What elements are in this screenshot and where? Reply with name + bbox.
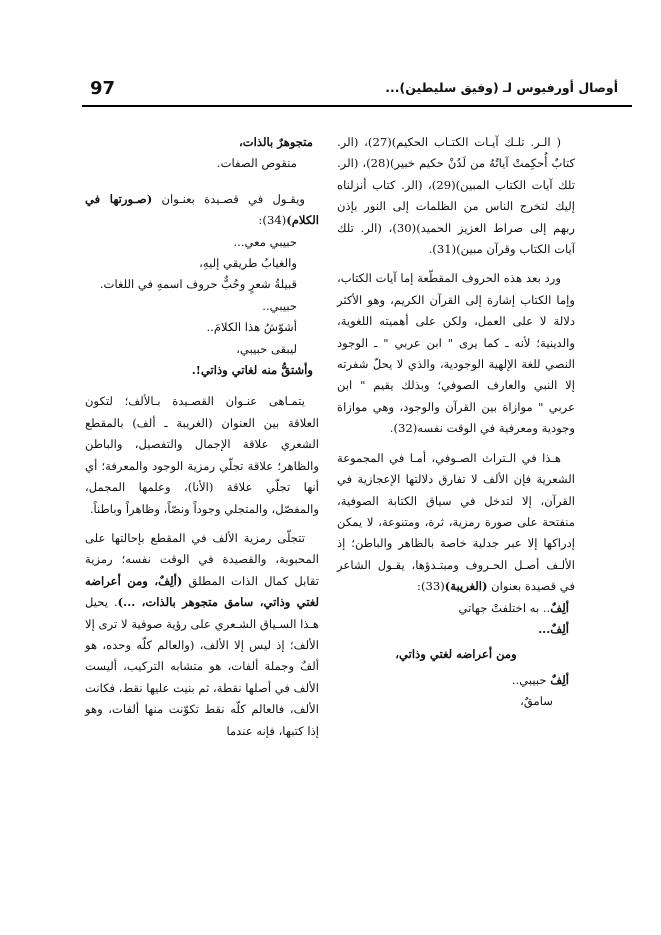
verse-line: قبيلةُ شعرٍ وحُبٌّ حروف اسمهِ في اللغات. [99,277,297,292]
paragraph [85,189,319,232]
verse-line: ألِفٌ... [538,621,569,636]
poem-title: (الغريبة) [444,579,488,594]
header-rule [82,105,632,107]
footnote-ref: (34): [258,213,287,228]
paragraph-text: ويقـول في قصـيدة بعنـوان [161,191,305,206]
verse-line: سامقٌ، [520,694,553,709]
verse-line: متجوهرٌ بالذات، [239,135,313,149]
page-header [72,72,632,112]
verse-line: ليبقى حبيبي، [236,341,297,356]
verse-line [337,598,575,619]
verse-line: أشوّشُ هذا الكلامَ.. [206,320,297,335]
verse-emphasis: ألِفٌ [550,600,569,615]
verse-line: وأشتقُّ منه لغاتي وذاتي!. [191,363,313,378]
verse-line: ومن أعراضه لغتي وذاتي، [395,647,517,662]
quoted-verse: (ألِفٌ، ومن أعراضه لغتي وذاتي، سامق متجوهر بالذات، ...) [85,573,319,610]
verse-emphasis: ألِفٌ [550,672,569,687]
page-number: 97 [90,78,116,99]
paragraph: ورد بعد هذه الحروف المقطّعة إما آيات الكتاب، وإما الكتاب إشارة إلى القرآن الكريم، وهو الأكثر دلالة لا على العمل، ولكن على أهميته اللغوية، والدينية؛ لأنه ـ كما يرى " ابن عربي " ـ الوجود النصي للغة الإلهية الوجودية، والذي لا يحلّ شفرته إلا النبي والعارف الصوفي؛ وبذلك يقيم " ابن عربي " موازاة بين القرآن والوجود، وهي موازاة وجودية ومعرفية في الوقت نفسه(32). [337,271,575,436]
paragraph: يتمـاهى عنـوان القصـيدة بـالألف؛ لتكون العلاقة بين العنوان (الغريبة ـ ألف) بالمقطع الشعري علاقة الإجمال والتفصيل، والباطن والظاهر؛ علاقة تجلّي رمزية الوجود والمعرفة؛ أي أنها تجلّي علاقة (الأنا)، وعلمها المجمل، والمفصّل، والمتجلي وجوداً ونصّاً، وظاهراً وباطناً. [85,394,319,516]
verse-line: حبيبي.. [262,298,297,313]
verse-text: .. به اختلفتْ جهاتي [458,600,551,615]
verse-line: حبيبي معي... [233,234,297,249]
paragraph-text: . يحيل هـذا السـياق الشـعري على رؤية صوفية لا ترى إلا الألف؛ إذ ليس إلا الألف، (والعالم كلّه وحده، هو ألفٌ وجملة ألفات، هو متشابه التركيب، أليست الألف في أصلها نقطة، ثم بنيت عليها نقط، فكانت الألف، فالعالم كلّه نقط تكوّنت منها ألفات، وهو إذا كتبها، فإنه عندما [84,595,319,738]
paragraph [85,528,319,742]
footnote-ref: (33): [417,579,445,594]
paragraph [337,448,575,598]
verse-line [337,670,575,691]
verse-text: حبيبي.. [511,672,551,687]
paragraph-text: تتجلّى رمزية الألف في المقطع بإحالتها على المحبوبة، والقصيدة في الوقت نفسه؛ رمزية تقابل كمال الذات المطلق [85,530,320,588]
paragraph-text: هـذا في الـتراث الصـوفي، أمـا في المجموعة الشعرية فإن الألف لا تفارق دلالتها الإعجازية في القرآن، إلا لتدخل في سياق الكتابة الصوفية، منفتحة على صورة رمزية، ثرة، ومتنوعة، لا يمكن إدراكها إلا عبر جدلية خاصة بالظاهر والباطن؛ إذ الألـف أصـل الحـروف ومبتـدؤها، يقـول الشاعر في قصيدة بعنوان [337,450,575,594]
quran-quote: ( الـر. تلـك آيـات الكتـاب الحكيم)(27)، (الر. كتابٌ أُحكِمتْ آياتُهُ من لَدُنْ حكيم خبير)(28)، (الر. تلك آيات الكتاب المبين)(29)، (الر. كتاب أنزلناه إليك لتخرج الناس من الظلمات إلى النور بإذن ربهم إلى صراط العزيز الحميد)(30)، (الر. تلك آيات الكتاب وقرآن مبين)(31). [337,135,576,257]
running-title: أوصال أورفيوس لـ (وفيق سليطين)... [385,80,618,95]
verse-line: والغيابُ طريقي إليهِ، [199,256,297,271]
verse-line: منقوص الصفات. [216,156,297,171]
left-column [85,132,319,742]
poem-title: (صـورتها في الكلام) [85,191,319,228]
right-column [337,132,575,713]
